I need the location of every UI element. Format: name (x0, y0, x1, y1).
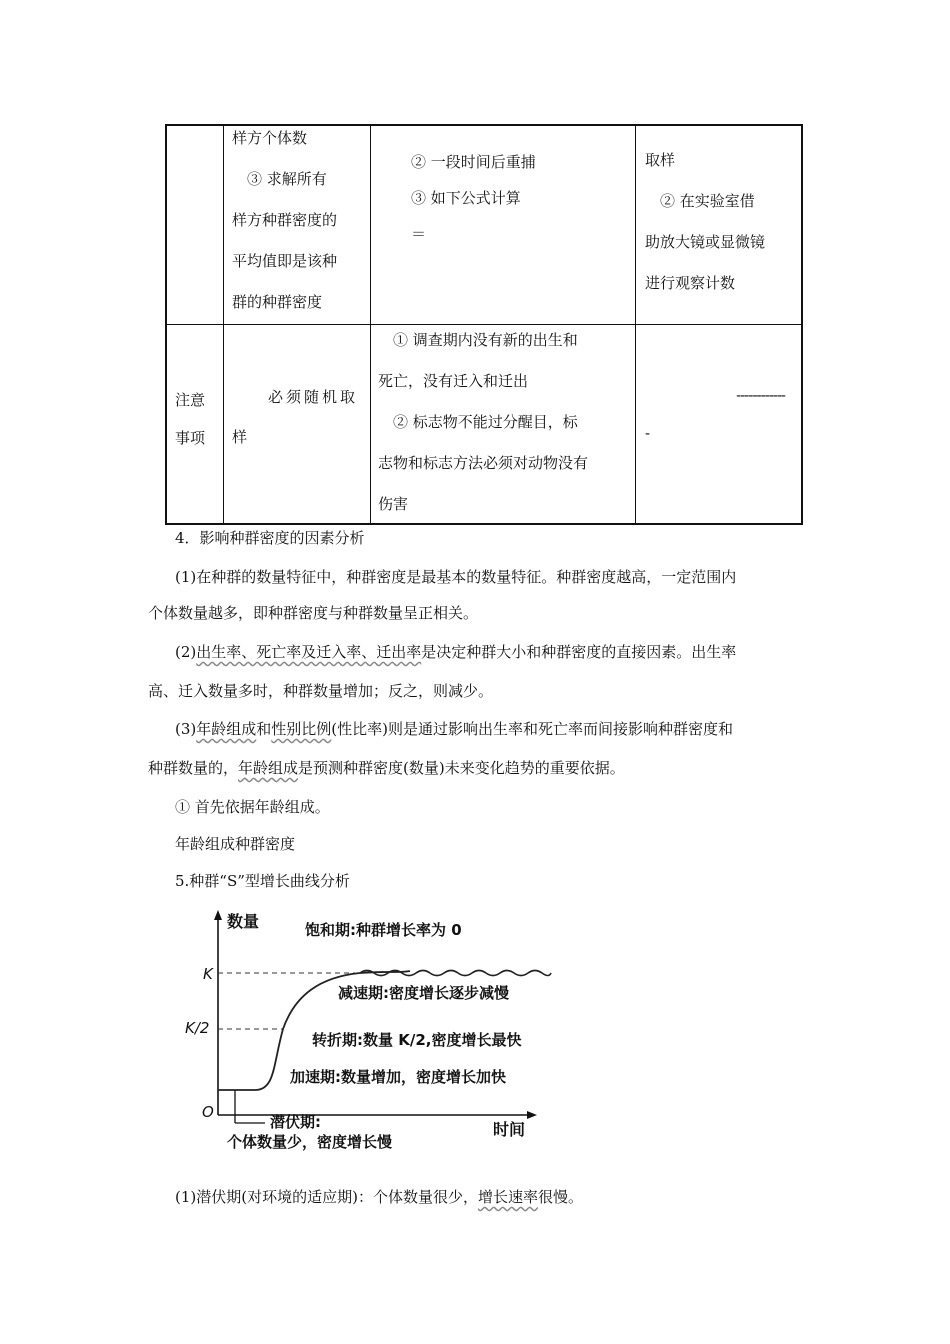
text-run: 是决定种群大小和种群密度的直接因素。出生率 (421, 643, 737, 661)
s-growth-curve-chart (185, 905, 565, 1155)
text-run: (3) (175, 720, 197, 738)
section-4-para-1 (175, 566, 736, 587)
text-run: (1)在种群的数量特征中，种群密度是最基本的数量特征。种群密度越高，一定范围内 (175, 568, 737, 586)
emphasis-text: 年龄组成 (196, 720, 257, 738)
cell-line: 取样 (645, 151, 676, 169)
cell-line: ② 在实验室借 (645, 192, 755, 210)
cell-line: ② 标志物不能过分醒目，标 (378, 413, 578, 431)
emphasis-text: 增长速率 (477, 1188, 538, 1206)
emphasis-text: 年龄组成 (238, 759, 299, 777)
text-run: (1)潜伏期(对环境的适应期)：个体数量很少， (175, 1188, 478, 1206)
section-4-para-5: 年龄组成种群密度 (175, 835, 296, 853)
cell-line: 必须随机取 (232, 388, 359, 406)
section-4-para-1-cont: 个体数量越多，即种群密度与种群数量呈正相关。 (148, 604, 479, 622)
x-axis-label: 时间 (493, 1120, 526, 1139)
cell-line: ③ 如下公式计算 (411, 189, 521, 207)
annotation-saturation: 饱和期:种群增长率为 0 (305, 921, 462, 939)
cell-line: 样方个体数 (232, 129, 308, 147)
cell-line: 伤害 (378, 495, 409, 513)
table-row-header-notes (175, 381, 221, 457)
text-run: 很慢。 (537, 1188, 583, 1206)
section-4-title: 4．影响种群密度的因素分析 (175, 529, 365, 547)
table-cell-quadrat-notes (232, 377, 364, 457)
sampling-methods-table (165, 124, 803, 525)
y-tick-label-k-half: K/2 (185, 1019, 210, 1037)
section-5-para-1 (175, 1186, 583, 1207)
cell-line: 志物和标志方法必须对动物没有 (378, 454, 589, 472)
cell-line: 样方种群密度的 (232, 211, 338, 229)
annotation-lag: 潜伏期: (270, 1113, 321, 1131)
section-4-para-2-cont: 高、迁入数量多时，种群数量增加；反之，则减少。 (148, 682, 494, 700)
table-cell-mark-recapture-notes (378, 320, 633, 525)
cell-line: ＝ (411, 225, 427, 243)
text-run: (2) (175, 643, 197, 661)
x-axis-arrow (527, 1111, 537, 1119)
cell-line: 进行观察计数 (645, 274, 736, 292)
cell-line: 平均值即是该种 (232, 252, 338, 270)
table-cell-quadrat-method (232, 118, 364, 323)
cell-line: 助放大镜或显微镜 (645, 233, 766, 251)
section-4-para-3-cont (148, 757, 625, 778)
table-border-left (165, 124, 167, 525)
table-border-right (801, 124, 803, 525)
emphasis-text: 性别比例 (271, 720, 332, 738)
annotation-acceleration: 加速期:数量增加，密度增长加快 (290, 1068, 507, 1086)
table-cell-sampler-notes (645, 376, 799, 452)
section-4-para-4: ① 首先依据年龄组成。 (175, 798, 330, 816)
annotation-turning: 转折期:数量 K/2,密度增长最快 (312, 1031, 522, 1049)
emphasis-text: 出生率、死亡率及迁入率、迁出率 (196, 643, 422, 661)
origin-label: O (202, 1103, 214, 1121)
cell-line: 死亡，没有迁入和迁出 (378, 372, 529, 390)
cell-line: ③ 求解所有 (232, 170, 327, 188)
cell-line: - (645, 424, 651, 442)
table-col-divider (223, 124, 224, 525)
section-4-para-2 (175, 641, 736, 662)
text-run: 种群数量的， (148, 759, 239, 777)
table-cell-mark-recapture-method (411, 144, 631, 252)
cell-line: ------------ (736, 386, 785, 404)
table-col-divider (370, 124, 371, 525)
cell-line: 样 (232, 428, 248, 446)
table-col-divider (635, 124, 636, 525)
y-axis-arrow (214, 910, 222, 920)
annotation-lag-detail: 个体数量少，密度增长慢 (227, 1133, 393, 1151)
section-5-title: 5.种群“S”型增长曲线分析 (175, 872, 350, 890)
annotation-deceleration: 减速期:密度增长逐步减慢 (338, 984, 509, 1002)
cell-line: 事项 (175, 429, 206, 447)
cell-line: ② 一段时间后重捕 (411, 153, 536, 171)
section-4-para-3 (175, 718, 733, 739)
table-cell-sampler-method (645, 140, 799, 304)
y-axis-label: 数量 (227, 912, 260, 931)
cell-line: 注意 (175, 391, 206, 409)
text-run: 和 (256, 720, 272, 738)
cell-line: 群的种群密度 (232, 293, 323, 311)
cell-line: ① 调查期内没有新的出生和 (378, 331, 578, 349)
text-run: 是预测种群密度(数量)未来变化趋势的重要依据。 (298, 759, 625, 777)
y-tick-label-k: K (203, 965, 213, 983)
text-run: (性比率)则是通过影响出生率和死亡率而间接影响种群密度和 (331, 720, 734, 738)
